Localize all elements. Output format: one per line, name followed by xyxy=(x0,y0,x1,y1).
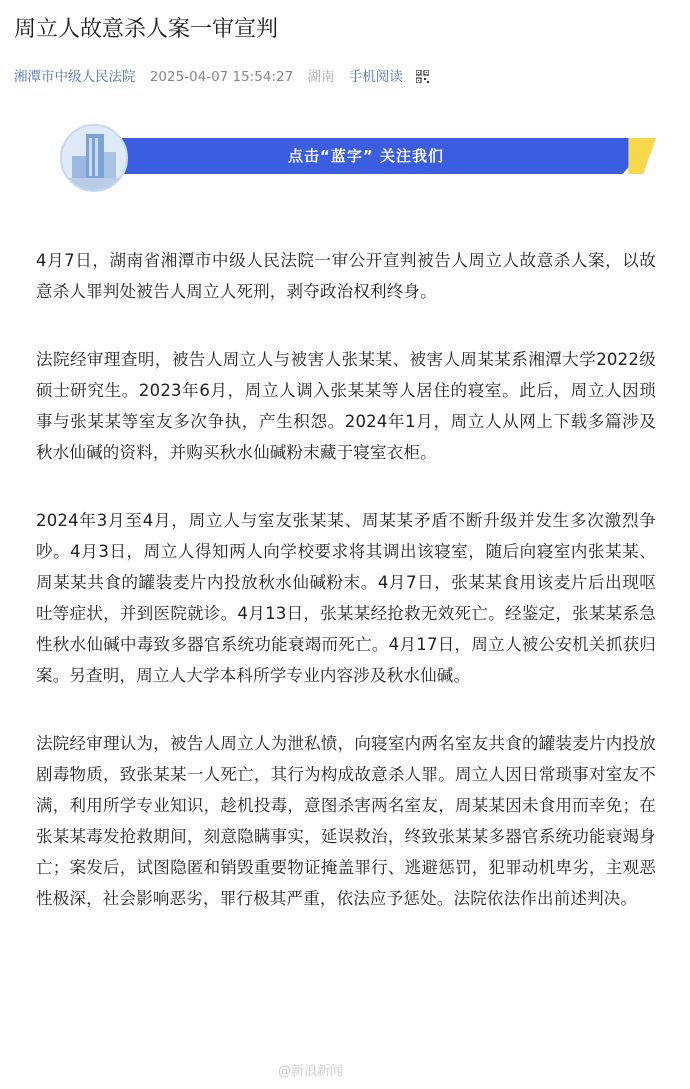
article-title: 周立人故意杀人案一审宣判 xyxy=(14,17,279,42)
article-meta xyxy=(14,65,439,85)
mobile-read-label: 手机阅读 xyxy=(348,69,403,85)
paragraph: 2024年3月至4月，周立人与室友张某某、周某某矛盾不断升级并发生多次激烈争吵。4月3日，周立人得知两人向学校要求将其调出该寝室，随后向寝室内张某某、周某某共食的罐装麦片内投放秋水仙碱粉末。4月7日，张某某食用该麦片后出现呕吐等症状，并到医院就诊。4月13日，张某某经抢救无效死亡。经鉴定，张某某系急性秋水仙碱中毒致多器官系统功能衰竭而死亡。4月17日，周立人被公安机关抓获归案。另查明，周立人大学本科所学专业内容涉及秋水仙碱。 xyxy=(36,511,656,685)
qr-code-icon xyxy=(416,70,429,83)
paragraph: 4月7日，湖南省湘潭市中级人民法院一审公开宣判被告人周立人故意杀人案，以故意杀人罪判处被告人周立人死刑，剥夺政治权利终身。 xyxy=(36,251,656,301)
paragraph: 法院经审理认为，被告人周立人为泄私愤，向寝室内两名室友共食的罐装麦片内投放剧毒物质，致张某某一人死亡，其行为构成故意杀人罪。周立人因日常琐事对室友不满，利用所学专业知识，趁机投毒，意图杀害两名室友，周某某因未食用而幸免；在张某某毒发抢救期间，刻意隐瞒事实，延误救治，终致张某某多器官系统功能衰竭身亡；案发后，试图隐匿和销毁重要物证掩盖罪行、逃避惩罚，犯罪动机卑劣，主观恶性极深，社会影响恶劣，罪行极其严重，依法应予惩处。法院依法作出前述判决。 xyxy=(36,734,656,908)
follow-banner[interactable] xyxy=(56,120,656,192)
region-label: 湖南 xyxy=(307,69,335,85)
article-body xyxy=(36,245,656,951)
watermark: @新浪新闻 xyxy=(278,1064,344,1079)
mobile-read-button[interactable] xyxy=(349,69,429,85)
building-icon xyxy=(62,126,126,190)
paragraph: 法院经审理查明，被告人周立人与被害人张某某、被害人周某某系湘潭大学2022级硕士研究生。2023年6月，周立人调入张某某等人居住的寝室。此后，周立人因琐事与张某某等室友多次争执，产生积怨。2024年1月，周立人从网上下载多篇涉及秋水仙碱的资料，并购买秋水仙碱粉末藏于寝室衣柜。 xyxy=(36,350,656,462)
publish-datetime: 2025-04-07 15:54:27 xyxy=(149,69,294,85)
source-link[interactable]: 湘潭市中级人民法院 xyxy=(14,69,136,85)
banner-text: 点击“蓝字” 关注我们 xyxy=(288,147,444,165)
court-building-logo xyxy=(60,124,128,192)
